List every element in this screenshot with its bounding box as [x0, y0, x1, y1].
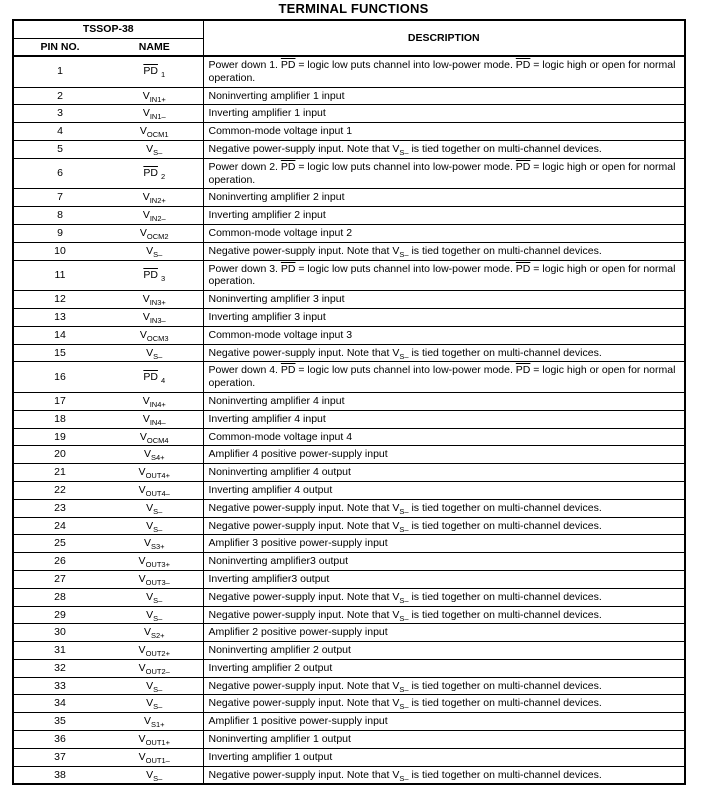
pin-description: Negative power-supply input. Note that $V_{S-}$ is tied together on multi-channel devices. [203, 766, 685, 784]
table-row [13, 570, 685, 588]
pin-number: 6 [13, 158, 106, 189]
pin-number: 36 [13, 731, 106, 749]
pin-no-header: PIN NO. [13, 38, 106, 56]
pin-description: Noninverting amplifier 4 output [203, 464, 685, 482]
table-row [13, 207, 685, 225]
pin-number: 25 [13, 535, 106, 553]
pin-number: 17 [13, 392, 106, 410]
pin-description: Negative power-supply input. Note that $V_{S-}$ is tied together on multi-channel devices. [203, 606, 685, 624]
package-header: TSSOP-38 [13, 20, 203, 38]
pin-name: $V_{S-}$ [106, 344, 203, 362]
pin-number: 32 [13, 659, 106, 677]
table-row [13, 308, 685, 326]
pin-description: Inverting amplifier3 output [203, 570, 685, 588]
pin-description: Negative power-supply input. Note that $V_{S-}$ is tied together on multi-channel devices. [203, 588, 685, 606]
table-row [13, 242, 685, 260]
pin-number: 33 [13, 677, 106, 695]
header-row-package [13, 20, 685, 38]
pin-number: 12 [13, 291, 106, 309]
table-row [13, 713, 685, 731]
pin-name: $V_{IN2-}$ [106, 207, 203, 225]
table-row [13, 606, 685, 624]
pin-number: 30 [13, 624, 106, 642]
pin-description: Power down 3. $\overline{PD}$ = logic low puts channel into low-power mode. $\overline{PD}$ = logic high or open for normal operation. [203, 260, 685, 291]
pin-number: 18 [13, 410, 106, 428]
pin-description: Amplifier 2 positive power-supply input [203, 624, 685, 642]
pin-name: $V_{OUT1-}$ [106, 748, 203, 766]
table-row [13, 224, 685, 242]
pin-description: Power down 1. $\overline{PD}$ = logic low puts channel into low-power mode. $\overline{PD}$ = logic high or open for normal operation. [203, 56, 685, 87]
pin-description: Inverting amplifier 1 input [203, 105, 685, 123]
pin-number: 9 [13, 224, 106, 242]
pin-name: $V_{OCM4}$ [106, 428, 203, 446]
pin-name: $V_{OUT2+}$ [106, 642, 203, 660]
pin-number: 22 [13, 481, 106, 499]
pin-number: 31 [13, 642, 106, 660]
table-row [13, 260, 685, 291]
pin-name: $V_{S-}$ [106, 140, 203, 158]
table-row [13, 105, 685, 123]
pin-number: 5 [13, 140, 106, 158]
pin-name: $V_{S-}$ [106, 695, 203, 713]
pin-description: Noninverting amplifier 2 output [203, 642, 685, 660]
pin-description: Amplifier 4 positive power-supply input [203, 446, 685, 464]
pin-name: $V_{S-}$ [106, 517, 203, 535]
pin-name: $V_{OUT1+}$ [106, 731, 203, 749]
pin-name: $V_{OUT4-}$ [106, 481, 203, 499]
pin-description: Noninverting amplifier 2 input [203, 189, 685, 207]
pin-name: $V_{S4+}$ [106, 446, 203, 464]
table-row [13, 553, 685, 571]
pin-name: $V_{S-}$ [106, 766, 203, 784]
pin-name: $V_{S3+}$ [106, 535, 203, 553]
table-row [13, 362, 685, 393]
table-row [13, 87, 685, 105]
pin-description: Common-mode voltage input 2 [203, 224, 685, 242]
pin-number: 19 [13, 428, 106, 446]
pin-number: 7 [13, 189, 106, 207]
pin-number: 13 [13, 308, 106, 326]
pin-name: $V_{S-}$ [106, 588, 203, 606]
pin-number: 11 [13, 260, 106, 291]
name-header: NAME [106, 38, 203, 56]
table-row [13, 766, 685, 784]
table-row [13, 695, 685, 713]
page-title: TERMINAL FUNCTIONS [278, 1, 429, 16]
pin-description: Inverting amplifier 2 input [203, 207, 685, 225]
pin-description: Negative power-supply input. Note that $V_{S-}$ is tied together on multi-channel devices. [203, 344, 685, 362]
pin-number: 21 [13, 464, 106, 482]
pin-number: 1 [13, 56, 106, 87]
table-row [13, 189, 685, 207]
pin-number: 8 [13, 207, 106, 225]
table-row [13, 428, 685, 446]
table-row [13, 499, 685, 517]
table-row [13, 140, 685, 158]
pin-number: 2 [13, 87, 106, 105]
table-row [13, 535, 685, 553]
pin-description: Inverting amplifier 4 input [203, 410, 685, 428]
pin-description: Inverting amplifier 1 output [203, 748, 685, 766]
pin-number: 23 [13, 499, 106, 517]
table-row [13, 123, 685, 141]
pin-name: $V_{OCM3}$ [106, 326, 203, 344]
pin-description: Noninverting amplifier 4 input [203, 392, 685, 410]
table-row [13, 748, 685, 766]
table-row [13, 410, 685, 428]
pin-name: $V_{IN3+}$ [106, 291, 203, 309]
pin-number: 26 [13, 553, 106, 571]
pin-description: Inverting amplifier 3 input [203, 308, 685, 326]
pin-description: Amplifier 3 positive power-supply input [203, 535, 685, 553]
table-body [13, 56, 685, 784]
pin-name: $V_{IN4-}$ [106, 410, 203, 428]
pin-number: 28 [13, 588, 106, 606]
pin-description: Amplifier 1 positive power-supply input [203, 713, 685, 731]
pin-number: 4 [13, 123, 106, 141]
pin-number: 10 [13, 242, 106, 260]
pin-number: 20 [13, 446, 106, 464]
pin-description: Negative power-supply input. Note that $V_{S-}$ is tied together on multi-channel devices. [203, 140, 685, 158]
pin-number: 24 [13, 517, 106, 535]
pin-description: Noninverting amplifier3 output [203, 553, 685, 571]
pin-name: $V_{IN2+}$ [106, 189, 203, 207]
pin-description: Negative power-supply input. Note that $V_{S-}$ is tied together on multi-channel devices. [203, 677, 685, 695]
table-row [13, 392, 685, 410]
pin-number: 3 [13, 105, 106, 123]
pin-description: Common-mode voltage input 4 [203, 428, 685, 446]
pin-name: $V_{IN1-}$ [106, 105, 203, 123]
table-row [13, 291, 685, 309]
pin-description: Common-mode voltage input 1 [203, 123, 685, 141]
pin-description: Negative power-supply input. Note that $V_{S-}$ is tied together on multi-channel devices. [203, 242, 685, 260]
description-header: DESCRIPTION [203, 20, 685, 56]
pin-description: Noninverting amplifier 1 input [203, 87, 685, 105]
pin-description: Noninverting amplifier 1 output [203, 731, 685, 749]
pin-number: 34 [13, 695, 106, 713]
table-row [13, 677, 685, 695]
table-row [13, 481, 685, 499]
pin-name: $V_{OUT4+}$ [106, 464, 203, 482]
pin-name: $\overline{PD}$ $_3$ [106, 260, 203, 291]
pin-name: $V_{OUT3-}$ [106, 570, 203, 588]
table-row [13, 517, 685, 535]
pin-name: $V_{S-}$ [106, 499, 203, 517]
pin-number: 15 [13, 344, 106, 362]
pin-number: 16 [13, 362, 106, 393]
table-row [13, 731, 685, 749]
pin-name: $V_{S-}$ [106, 606, 203, 624]
pin-name: $V_{S2+}$ [106, 624, 203, 642]
pin-description: Power down 2. $\overline{PD}$ = logic low puts channel into low-power mode. $\overline{PD}$ = logic high or open for normal operation. [203, 158, 685, 189]
table-row [13, 659, 685, 677]
table-row [13, 158, 685, 189]
table-row [13, 642, 685, 660]
pin-name: $V_{OUT3+}$ [106, 553, 203, 571]
table-row [13, 326, 685, 344]
pin-number: 37 [13, 748, 106, 766]
pin-number: 35 [13, 713, 106, 731]
table-row [13, 588, 685, 606]
pin-number: 27 [13, 570, 106, 588]
pin-name: $V_{IN3-}$ [106, 308, 203, 326]
pin-description: Negative power-supply input. Note that $V_{S-}$ is tied together on multi-channel devices. [203, 695, 685, 713]
pin-number: 29 [13, 606, 106, 624]
pin-name: $V_{OUT2-}$ [106, 659, 203, 677]
pin-description: Inverting amplifier 4 output [203, 481, 685, 499]
pin-number: 38 [13, 766, 106, 784]
pin-description: Negative power-supply input. Note that $V_{S-}$ is tied together on multi-channel devices. [203, 499, 685, 517]
pin-name: $V_{OCM2}$ [106, 224, 203, 242]
pin-name: $V_{S-}$ [106, 677, 203, 695]
pin-name: $V_{IN4+}$ [106, 392, 203, 410]
pin-description: Noninverting amplifier 3 input [203, 291, 685, 309]
pin-name: $V_{OCM1}$ [106, 123, 203, 141]
pin-description: Negative power-supply input. Note that $V_{S-}$ is tied together on multi-channel devices. [203, 517, 685, 535]
table-row [13, 464, 685, 482]
pin-description: Power down 4. $\overline{PD}$ = logic low puts channel into low-power mode. $\overline{PD}$ = logic high or open for normal operation. [203, 362, 685, 393]
pin-name: $V_{IN1+}$ [106, 87, 203, 105]
terminal-functions-table [12, 19, 686, 785]
table-row [13, 624, 685, 642]
table-row [13, 344, 685, 362]
pin-name: $\overline{PD}$ $_1$ [106, 56, 203, 87]
table-row [13, 446, 685, 464]
pin-name: $\overline{PD}$ $_4$ [106, 362, 203, 393]
pin-name: $\overline{PD}$ $_2$ [106, 158, 203, 189]
pin-name: $V_{S1+}$ [106, 713, 203, 731]
pin-name: $V_{S-}$ [106, 242, 203, 260]
pin-number: 14 [13, 326, 106, 344]
table-row [13, 56, 685, 87]
pin-description: Common-mode voltage input 3 [203, 326, 685, 344]
pin-description: Inverting amplifier 2 output [203, 659, 685, 677]
